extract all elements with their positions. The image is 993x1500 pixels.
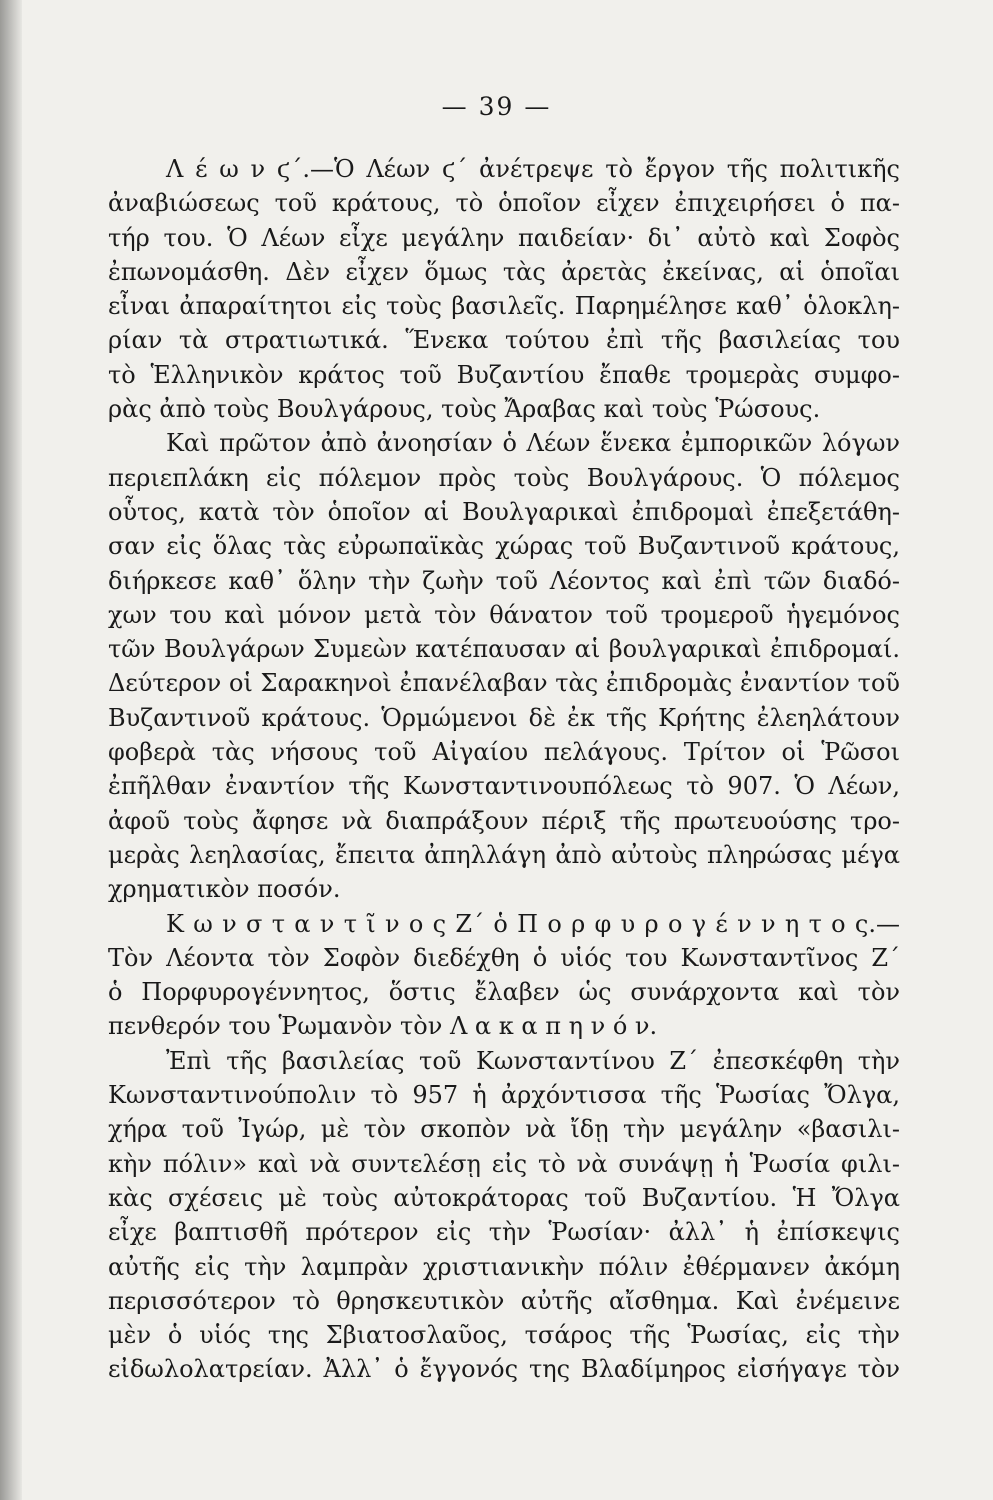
text-line: τῶν Βουλγάρων Συμεὼν κατέπαυσαν αἱ βουλγαρικαὶ ἐπιδρομαί. [108, 635, 900, 664]
text-line: κὰς σχέσεις μὲ τοὺς αὐτοκράτορας τοῦ Βυζαντίου. Ἡ Ὄλγα [108, 1183, 900, 1212]
text-line: ρὰς ἀπὸ τοὺς Βουλγάρους, τοὺς Ἄραβας καὶ τοὺς Ῥώσους. [108, 395, 821, 424]
text-line: μὲν ὁ υἱός της Σβιατοσλαῦος, τσάρος τῆς Ῥωσίας, εἰς τὴν [108, 1321, 900, 1350]
text-line: χων του καὶ μόνον μετὰ τὸν θάνατον τοῦ τρομεροῦ ἡγεμόνος [108, 600, 900, 629]
text-line: εἶχε βαπτισθῆ πρότερον εἰς τὴν Ῥωσίαν· ἀλλ᾿ ἡ ἐπίσκεψις [108, 1218, 900, 1247]
text-line: Κωνσταντινούπολιν τὸ 957 ἡ ἀρχόντισσα τῆς Ῥωσίας Ὄλγα, [108, 1081, 900, 1110]
text-line: σαν εἰς ὅλας τὰς εὐρωπαϊκὰς χώρας τοῦ Βυζαντινοῦ κράτους, [108, 532, 900, 561]
text-line: αὐτῆς εἰς τὴν λαμπρὰν χριστιανικὴν πόλιν ἐθέρμανεν ἀκόμη [108, 1252, 900, 1281]
text-line: χρηματικὸν ποσόν. [108, 875, 341, 904]
text-line: Κ ω ν σ τ α ν τ ῖ ν ο ς Ζ΄ ὁ Π ο ρ φ υ ρ ο γ έ ν ν η τ ο ς.— [166, 909, 900, 938]
text-line: εἶναι ἀπαραίτητοι εἰς τοὺς βασιλεῖς. Παρημέλησε καθ᾿ ὁλοκλη- [108, 292, 900, 321]
text-line: κὴν πόλιν» καὶ νὰ συντελέσῃ εἰς τὸ νὰ συνάψῃ ἡ Ῥωσία φιλι- [108, 1149, 900, 1178]
text-line: ρίαν τὰ στρατιωτικά. Ἕνεκα τούτου ἐπὶ τῆς βασιλείας του [108, 326, 900, 355]
text-line: Τὸν Λέοντα τὸν Σοφὸν διεδέχθη ὁ υἱός του Κωνσταντῖνος Ζ΄ [108, 943, 900, 972]
text-line: ἀναβιώσεως τοῦ κράτους, τὸ ὁποῖον εἶχεν ἐπιχειρήσει ὁ πα- [108, 189, 900, 218]
text-line: Καὶ πρῶτον ἀπὸ ἀνοησίαν ὁ Λέων ἕνεκα ἐμπορικῶν λόγων [166, 429, 900, 458]
text-line: μερὰς λεηλασίας, ἔπειτα ἀπηλλάγη ἀπὸ αὐτοὺς πληρώσας μέγα [108, 840, 900, 869]
text-line: τήρ του. Ὁ Λέων εἶχε μεγάλην παιδείαν· δι᾿ αὐτὸ καὶ Σοφὸς [108, 223, 900, 252]
text-line: οὗτος, κατὰ τὸν ὁποῖον αἱ Βουλγαρικαὶ ἐπιδρομαὶ ἐπεξετάθη- [108, 497, 900, 526]
text-line: περισσότερον τὸ θρησκευτικὸν αὐτῆς αἴσθημα. Καὶ ἐνέμεινε [108, 1286, 900, 1315]
text-line: ἐπῆλθαν ἐναντίον τῆς Κωνσταντινουπόλεως τὸ 907. Ὁ Λέων, [108, 772, 900, 801]
text-line: ὁ Πορφυρογέννητος, ὅστις ἔλαβεν ὡς συνάρχοντα καὶ τὸν [108, 978, 900, 1007]
text-line: Βυζαντινοῦ κράτους. Ὁρμώμενοι δὲ ἐκ τῆς Κρήτης ἐλεηλάτουν [108, 703, 900, 732]
text-line: τὸ Ἑλληνικὸν κράτος τοῦ Βυζαντίου ἔπαθε τρομερὰς συμφο- [108, 360, 900, 389]
text-line: χήρα τοῦ Ἰγώρ, μὲ τὸν σκοπὸν νὰ ἴδῃ τὴν μεγάλην «βασιλι- [108, 1115, 900, 1144]
text-line: Δεύτερον οἱ Σαρακηνοὶ ἐπανέλαβαν τὰς ἐπιδρομὰς ἐναντίον τοῦ [108, 669, 900, 698]
page-number: — 39 — [441, 92, 552, 121]
text-line: πενθερόν του Ῥωμανὸν τὸν Λ α κ α π η ν ό ν. [108, 1012, 658, 1041]
text-line: ἐπωνομάσθη. Δὲν εἶχεν ὅμως τὰς ἀρετὰς ἐκείνας, αἱ ὁποῖαι [108, 257, 900, 286]
text-line: περιεπλάκη εἰς πόλεμον πρὸς τοὺς Βουλγάρους. Ὁ πόλεμος [108, 463, 900, 492]
text-line: Ἐπὶ τῆς βασιλείας τοῦ Κωνσταντίνου Ζ΄ ἐπεσκέφθη τὴν [166, 1046, 900, 1075]
text-line: ἀφοῦ τοὺς ἄφησε νὰ διαπράξουν πέριξ τῆς πρωτευούσης τρο- [108, 806, 900, 835]
text-line: φοβερὰ τὰς νήσους τοῦ Αἰγαίου πελάγους. Τρίτον οἱ Ῥῶσοι [108, 738, 900, 767]
text-line: εἰδωλολατρείαν. Ἀλλ᾿ ὁ ἔγγονός της Βλαδίμηρος εἰσήγαγε τὸν [108, 1355, 900, 1384]
text-line: Λ έ ω ν ϛ΄.—Ὁ Λέων ϛ΄ ἀνέτρεψε τὸ ἔργον τῆς πολιτικῆς [166, 155, 900, 183]
text-line: διήρκεσε καθ᾿ ὅλην τὴν ζωὴν τοῦ Λέοντος καὶ ἐπὶ τῶν διαδό- [108, 566, 900, 595]
body-text [108, 152, 900, 1387]
